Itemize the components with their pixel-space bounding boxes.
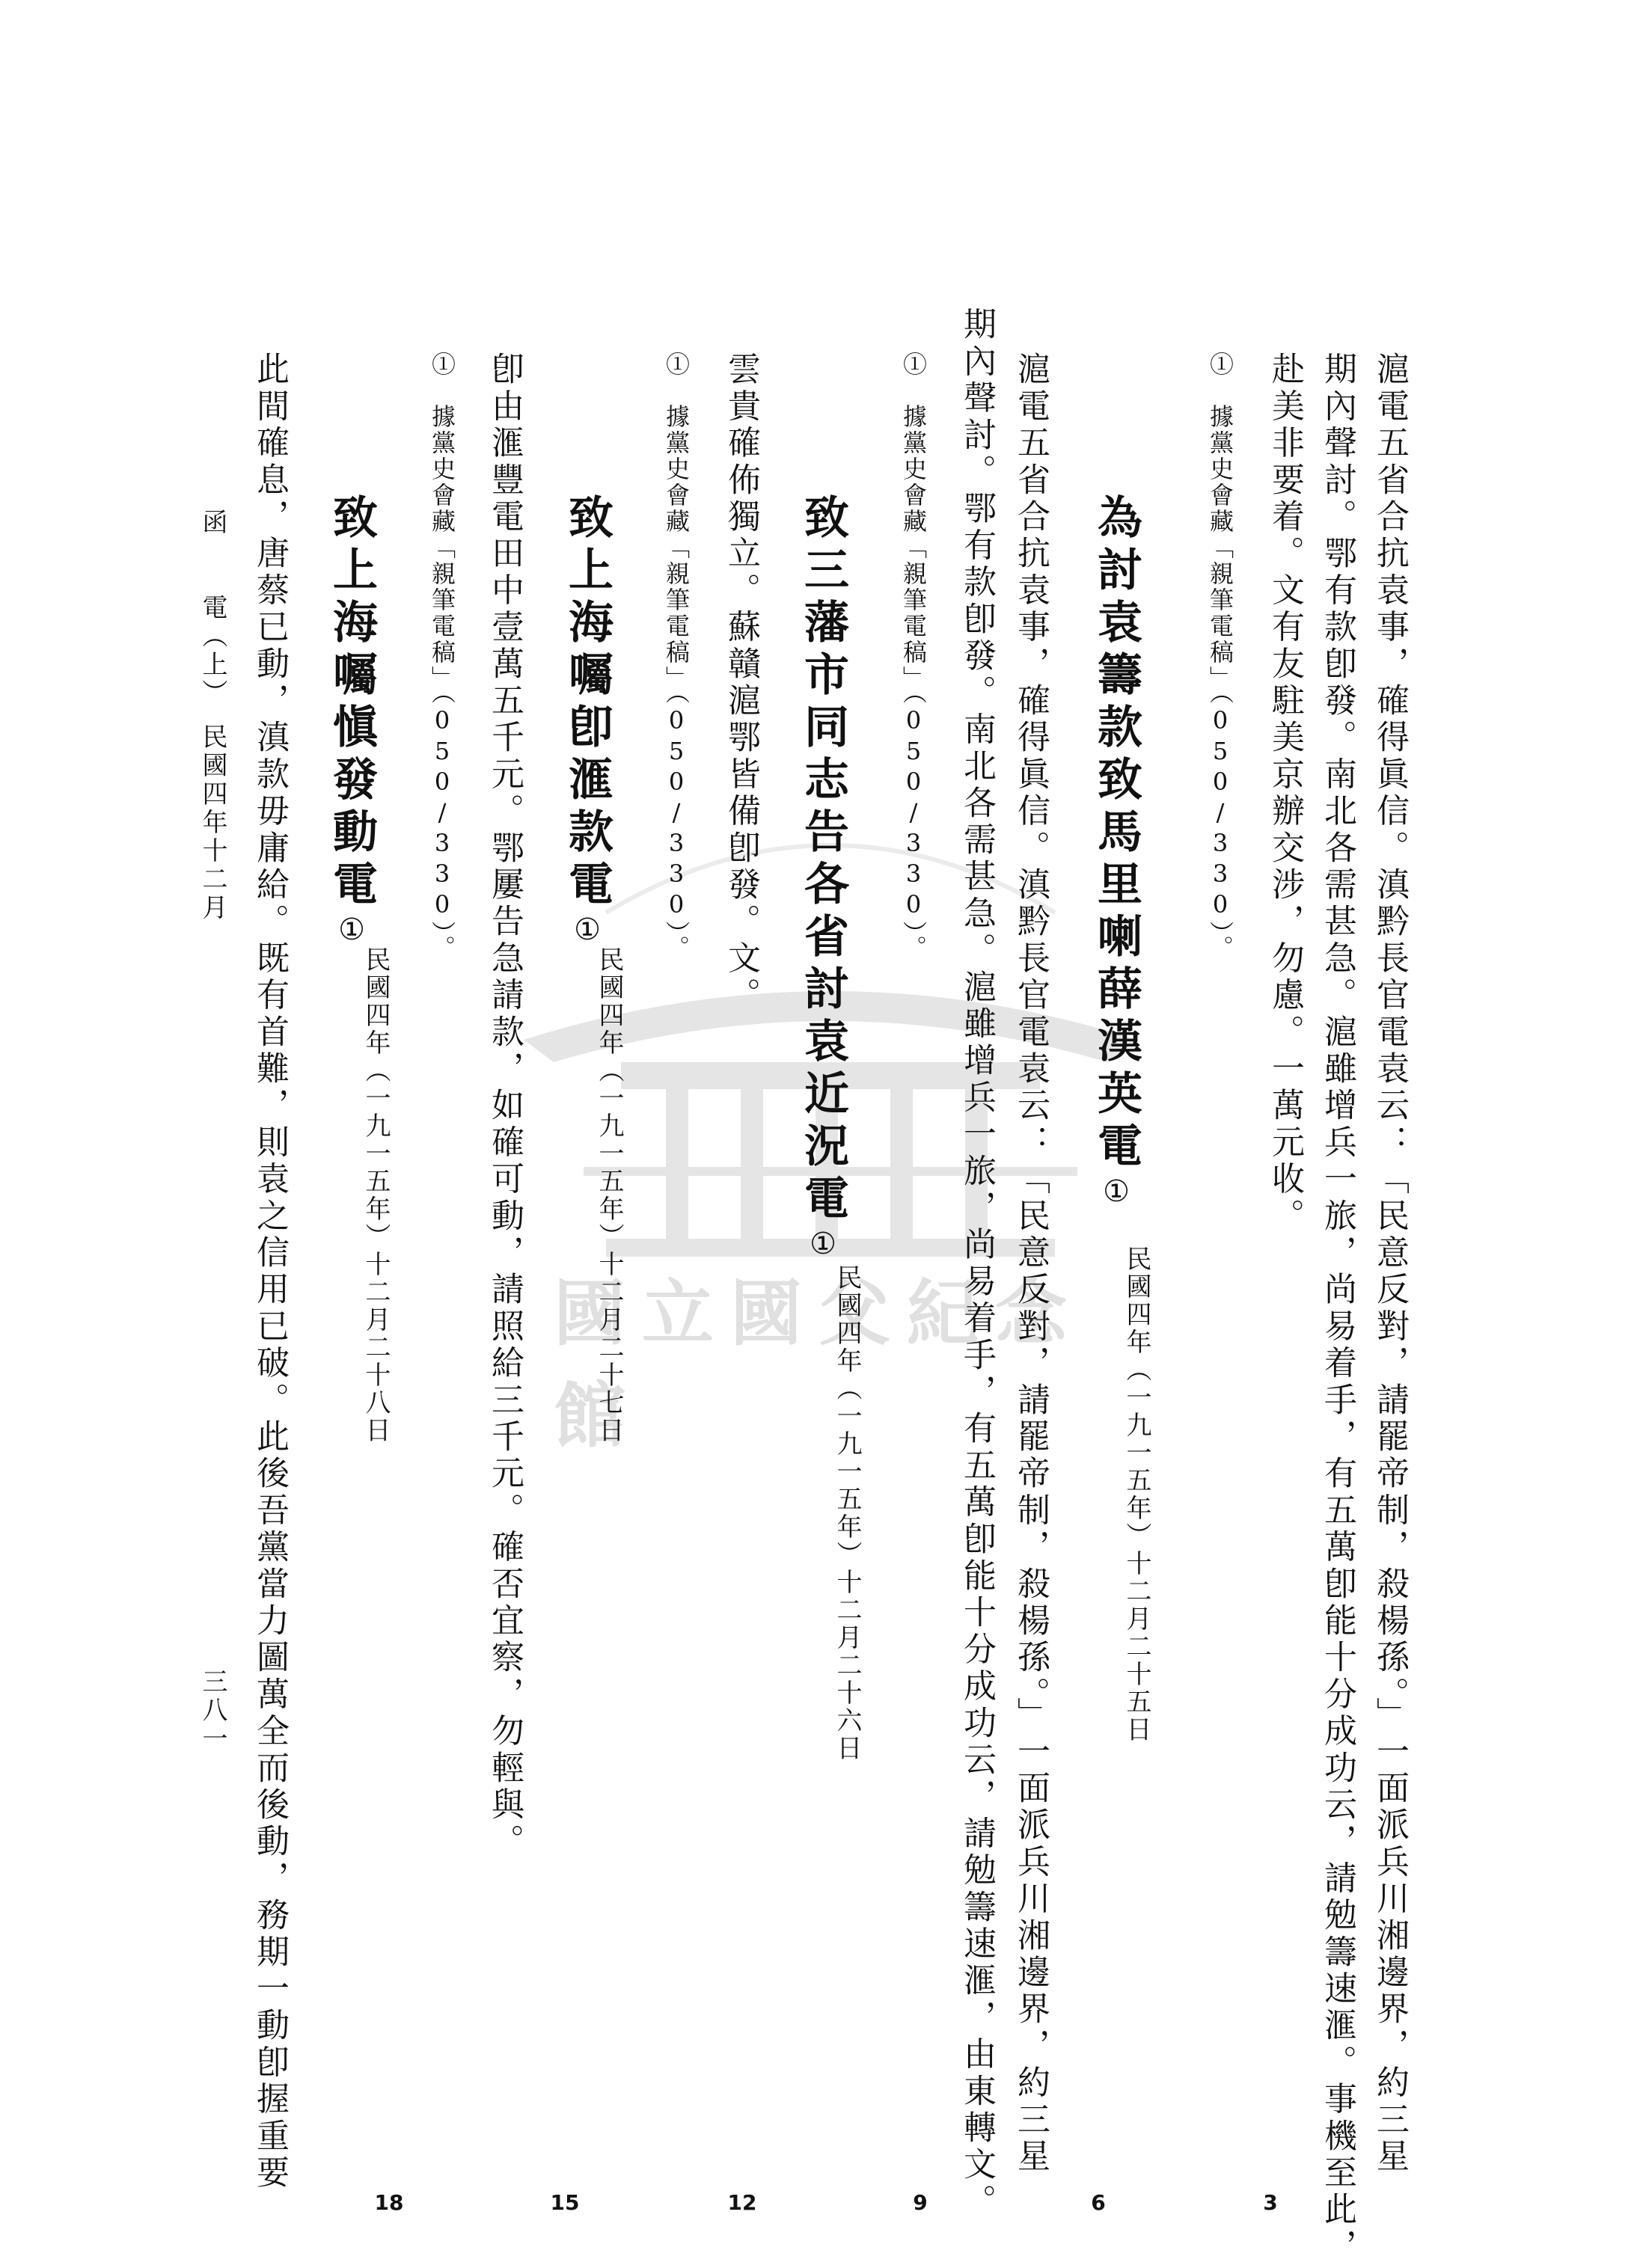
text-column-3: 赴美非要着。文有友駐美京辦交涉，勿慮。一萬元收。 (1266, 352, 1304, 1235)
title-text: 為討袁籌款致馬里喇薛漢英電 (1090, 494, 1142, 1174)
watermark-name: 國立國父紀念館 (554, 1271, 1083, 1458)
footnote-4: ① 據黨史會藏「親筆電稿」（050/330）。 (428, 352, 456, 961)
footnote-mark: ① (1099, 1174, 1133, 1216)
footnote-mark: ① (334, 913, 369, 954)
footnote-mark: ① (570, 913, 605, 954)
document-date-3: 民國四年（一九一五年）十二月二十七日 (594, 946, 624, 1444)
page-number: 三八一 (198, 1668, 227, 1753)
title-text: 致三藩市同志告各省討袁近況電 (797, 494, 849, 1227)
footnote-1: ① 據黨史會藏「親筆電稿」（050/330）。 (1206, 352, 1234, 961)
running-header: 函 電（上） 民國四年十二月 (198, 509, 227, 922)
document-date-2: 民國四年（一九一五年）十二月二十六日 (832, 1264, 862, 1762)
text-column-1: 滬電五省合抗袁事，確得眞信。滇黔長官電袁云：「民意反對，請罷帝制，殺楊孫。」一面派兵川湘邊界，約三星 (1371, 352, 1409, 2175)
text-column-16: 此間確息，唐蔡已動，滇款毋庸給。既有首難，則袁之信用已破。此後吾黨當力圖萬全而後動，務期一動卽握重要 (251, 352, 289, 2192)
footnote-mark: ① (806, 1227, 840, 1269)
document-date-4: 民國四年（一九一五年）十二月二十八日 (361, 946, 391, 1444)
text-column-10: 雲貴確佈獨立。蘇贛滬鄂皆備卽發。文。 (722, 352, 760, 1014)
document-title-4 (325, 494, 378, 954)
text-column-7: 期內聲討。鄂有款卽發。南北各需甚急。滬雖增兵一旅，尚易着手，有五萬卽能十分成功云，請勉籌速滙，由東轉文。 (958, 307, 996, 2221)
text-column-2: 期內聲討。鄂有款卽發。南北各需甚急。滬雖增兵一旅，尚易着手，有五萬卽能十分成功云，請勉籌速滙。事機至此， (1318, 352, 1356, 2266)
document-title-2 (797, 494, 849, 1269)
text-column-13: 卽由滙豐電田中壹萬五千元。鄂屢告急請款，如確可動，請照給三千元。確否宜察，勿輕與。 (486, 352, 524, 1861)
line-number: 15 (550, 2190, 580, 2215)
text-column-6: 滬電五省合抗袁事，確得眞信。滇黔長官電袁云：「民意反對，請罷帝制，殺楊孫。」一面派兵川湘邊界，約三星 (1012, 352, 1050, 2175)
document-title-3 (561, 494, 614, 954)
line-number: 18 (374, 2190, 404, 2215)
line-number: 9 (913, 2190, 928, 2215)
title-text: 致上海囑愼發動電 (325, 494, 378, 913)
line-number: 3 (1263, 2190, 1278, 2215)
footnote-2: ① 據黨史會藏「親筆電稿」（050/330）。 (899, 352, 928, 961)
document-title-1 (1090, 494, 1142, 1216)
footnote-3: ① 據黨史會藏「親筆電稿」（050/330）。 (662, 352, 691, 961)
line-number: 6 (1091, 2190, 1106, 2215)
line-number: 12 (727, 2190, 757, 2215)
title-text: 致上海囑卽滙款電 (561, 494, 614, 913)
document-date-1: 民國四年（一九一五年）十二月二十五日 (1122, 1245, 1151, 1744)
